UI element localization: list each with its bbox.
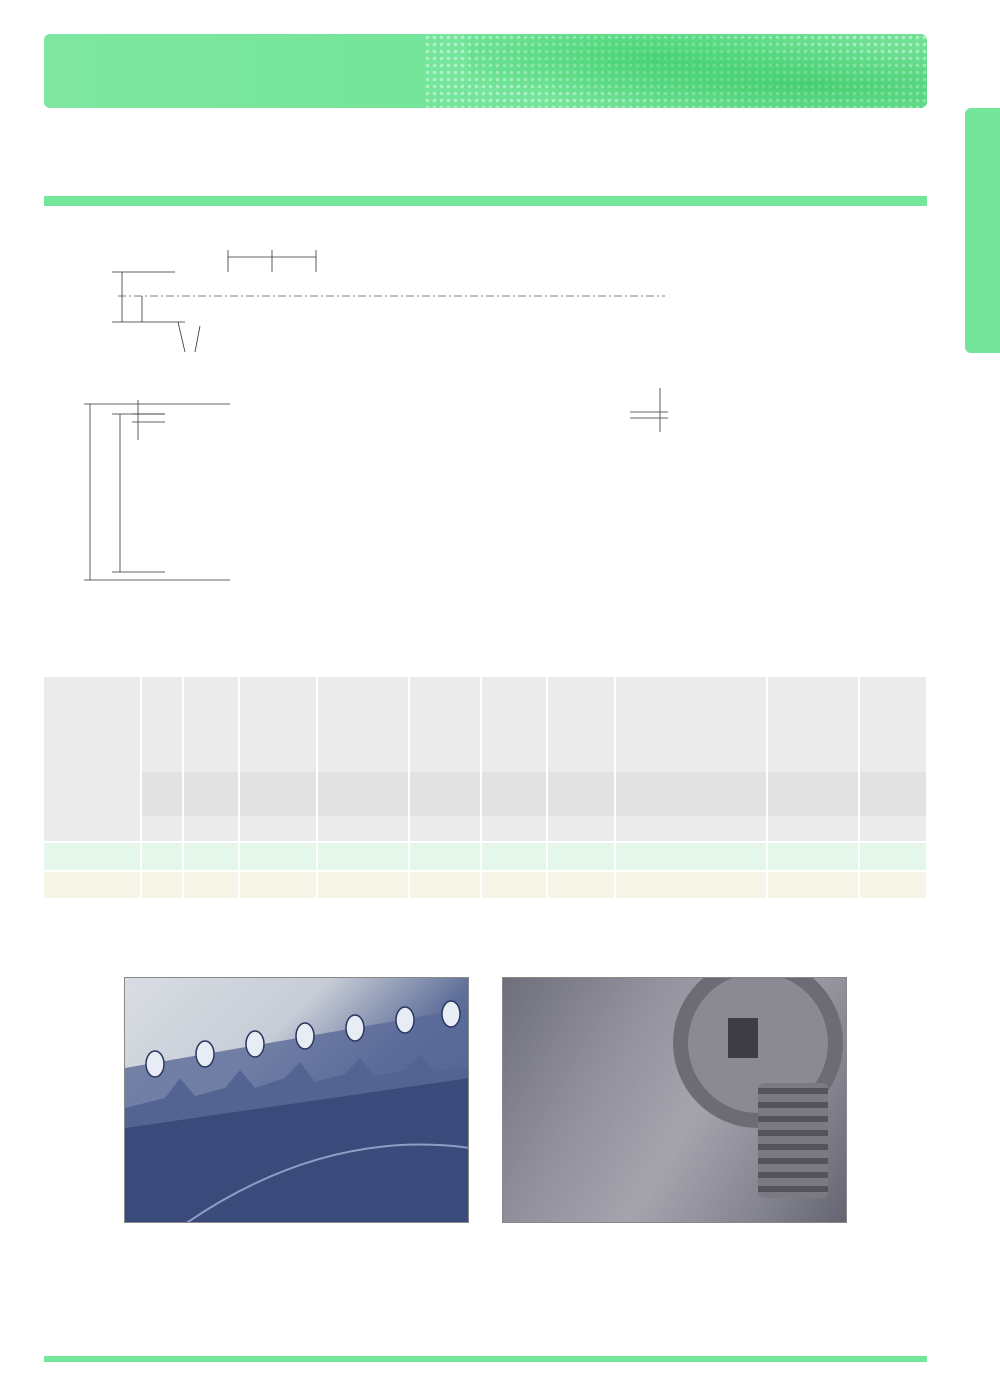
symbol-cell xyxy=(317,772,409,816)
cell-chain-no xyxy=(44,871,141,898)
spec-table xyxy=(44,677,927,898)
chain-and-gears-photo xyxy=(502,977,847,1223)
cell xyxy=(547,842,615,871)
height-dimensions xyxy=(112,272,200,352)
cell xyxy=(141,842,183,871)
unit-cell xyxy=(481,816,547,842)
symbol-cell xyxy=(141,772,183,816)
cell xyxy=(409,871,481,898)
pitch-dimension xyxy=(228,250,316,272)
cell xyxy=(859,871,927,898)
chain-technical-drawing xyxy=(0,0,1000,640)
cell xyxy=(183,842,239,871)
col-header-number-of-plates xyxy=(615,677,767,772)
unit-cell xyxy=(767,816,859,842)
cell xyxy=(239,871,317,898)
gears-illustration xyxy=(503,978,847,1223)
cell xyxy=(859,842,927,871)
symbol-cell xyxy=(183,772,239,816)
table-row xyxy=(44,842,927,871)
header-row-titles xyxy=(44,677,927,772)
cell xyxy=(317,871,409,898)
sprocket-illustration xyxy=(125,978,469,1223)
col-header-ultimate-strength xyxy=(767,677,859,772)
unit-cell xyxy=(409,816,481,842)
chain-on-sprocket-photo xyxy=(124,977,469,1223)
chain-side-view xyxy=(165,272,662,322)
cell xyxy=(767,842,859,871)
cell xyxy=(615,871,767,898)
symbol-cell xyxy=(547,772,615,816)
header-row-symbols xyxy=(44,772,927,816)
cell xyxy=(481,842,547,871)
cell xyxy=(317,842,409,871)
col-header-plate-thickness xyxy=(481,677,547,772)
cell xyxy=(183,871,239,898)
cell xyxy=(239,842,317,871)
symbol-cell xyxy=(481,772,547,816)
symbol-cell xyxy=(615,772,767,816)
cell-chain-no xyxy=(44,842,141,871)
cell xyxy=(481,871,547,898)
unit-cell xyxy=(141,816,183,842)
symbol-cell xyxy=(859,772,927,816)
width-dimensions xyxy=(84,388,668,580)
unit-cell xyxy=(859,816,927,842)
col-header-pitch xyxy=(141,677,183,772)
col-header-plate-depth xyxy=(409,677,481,772)
unit-cell xyxy=(615,816,767,842)
table-row xyxy=(44,871,927,898)
col-header-pin-length xyxy=(239,677,317,772)
col-header-chain-width xyxy=(183,677,239,772)
cell xyxy=(767,871,859,898)
header-row-units xyxy=(44,816,927,842)
unit-cell xyxy=(183,816,239,842)
cell xyxy=(409,842,481,871)
col-header-average-strength xyxy=(859,677,927,772)
unit-cell xyxy=(239,816,317,842)
symbol-cell xyxy=(409,772,481,816)
symbol-cell xyxy=(767,772,859,816)
corner-header xyxy=(44,677,141,842)
footer-rule xyxy=(44,1356,927,1362)
cell xyxy=(615,842,767,871)
col-header-guide-type xyxy=(547,677,615,772)
cell xyxy=(141,871,183,898)
unit-cell xyxy=(547,816,615,842)
col-header-h1 xyxy=(317,677,409,772)
unit-cell xyxy=(317,816,409,842)
symbol-cell xyxy=(239,772,317,816)
cell xyxy=(547,871,615,898)
